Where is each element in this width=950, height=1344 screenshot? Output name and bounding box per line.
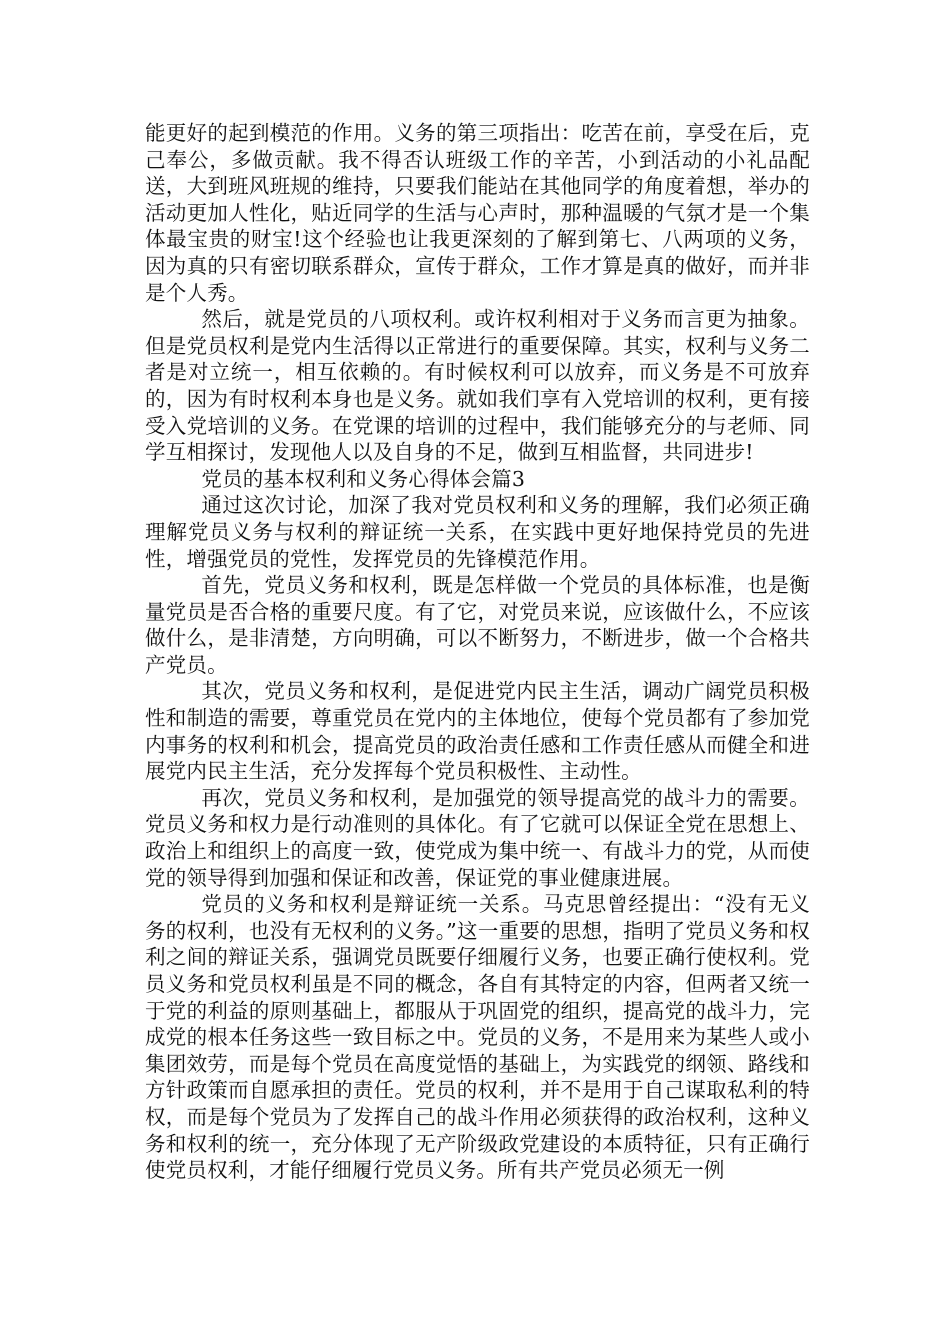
document-body [145,120,810,1184]
paragraph-2: 然后，就是党员的八项权利。或许权利相对于义务而言更为抽象。但是党员权利是党内生活得以正常进行的重要保障。其实，权利与义务二者是对立统一，相互依赖的。有时候权利可以放弃，而义务是不可放弃的，因为有时权利本身也是义务。就如我们享有入党培训的权利，更有接受入党培训的义务。在党课的培训的过程中，我们能够充分的与老师、同学互相探讨，发现他人以及自身的不足，做到互相监督，共同进步! [145,307,810,465]
paragraph-3: 通过这次讨论，加深了我对党员权利和义务的理解，我们必须正确理解党员义务与权利的辩证统一关系，在实践中更好地保持党员的先进性，增强党员的党性，发挥党员的先锋模范作用。 [145,493,810,571]
paragraph-7: 党员的义务和权利是辩证统一关系。马克思曾经提出：“没有无义务的权利，也没有无权利的义务。”这一重要的思想，指明了党员义务和权利之间的辩证关系，强调党员既要仔细履行义务，也要正确行使权利。党员义务和党员权利虽是不同的概念，各自有其特定的内容，但两者又统一于党的利益的原则基础上，都服从于巩固党的组织，提高党的战斗力，完成党的根本任务这些一致目标之中。党员的义务，不是用来为某些人或小集团效劳，而是每个党员在高度觉悟的基础上，为实践党的纲领、路线和方针政策而自愿承担的责任。党员的权利，并不是用于自己谋取私利的特权，而是每个党员为了发挥自己的战斗作用必须获得的政治权利，这种义务和权利的统一，充分体现了无产阶级政党建设的本质特征，只有正确行使党员权利，才能仔细履行党员义务。所有共产党员必须无一例 [145,892,810,1183]
section-heading: 党员的基本权利和义务心得体会篇3 [201,466,526,491]
paragraph-6: 再次，党员义务和权利，是加强党的领导提高党的战斗力的需要。党员义务和权力是行动准则的具体化。有了它就可以保证全党在思想上、政治上和组织上的高度一致，使党成为集中统一、有战斗力的党，从而使党的领导得到加强和保证和改善，保证党的事业健康进展。 [145,785,810,890]
paragraph-1: 能更好的起到模范的作用。义务的第三项指出：吃苦在前，享受在后，克己奉公，多做贡献。我不得否认班级工作的辛苦，小到活动的小礼品配送，大到班风班规的维持，只要我们能站在其他同学的角度着想，举办的活动更加人性化，贴近同学的生活与心声时，那种温暖的气氛才是一个集体最宝贵的财宝!这个经验也让我更深刻的了解到第七、八两项的义务，因为真的只有密切联系群众，宣传于群众，工作才算是真的做好，而并非是个人秀。 [145,121,810,305]
paragraph-4: 首先，党员义务和权利，既是怎样做一个党员的具体标准，也是衡量党员是否合格的重要尺度。有了它，对党员来说，应该做什么，不应该做什么，是非清楚，方向明确，可以不断努力，不断进步，做一个合格共产党员。 [145,573,810,677]
paragraph-5: 其次，党员义务和权利，是促进党内民主生活，调动广阔党员积极性和制造的需要，尊重党员在党内的主体地位，使每个党员都有了参加党内事务的权利和机会，提高党员的政治责任感和工作责任感从而健全和进展党内民主生活，充分发挥每个党员积极性、主动性。 [145,679,810,784]
